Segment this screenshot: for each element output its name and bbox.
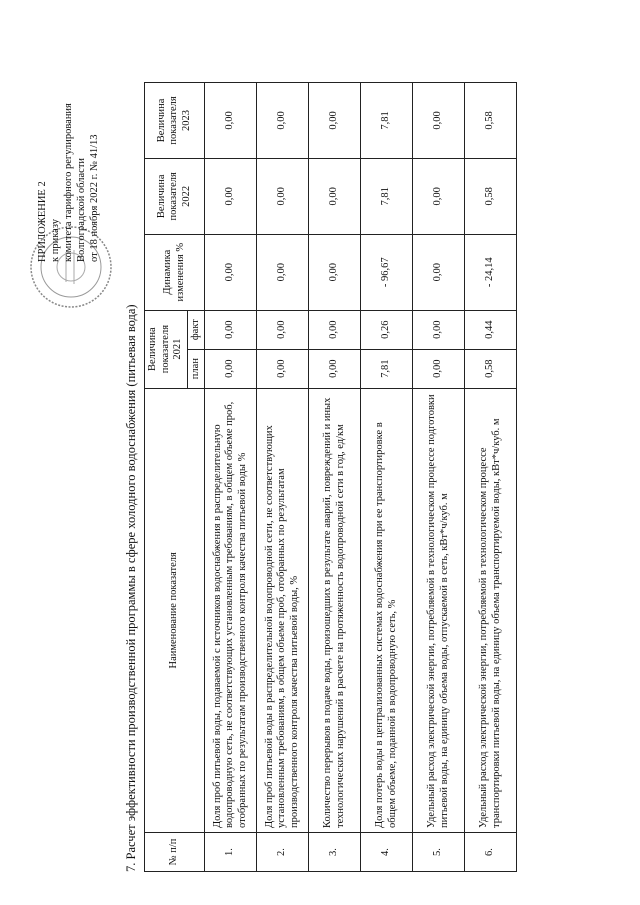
row-plan: 0,00: [257, 349, 309, 388]
row-fact: 0,00: [205, 310, 257, 349]
row-val2023: 0,00: [205, 83, 257, 159]
table-row: [309, 83, 361, 872]
row-val2022: 0,00: [257, 158, 309, 234]
row-dynamics: 0,00: [413, 234, 465, 310]
row-val2023: 0,58: [465, 83, 517, 159]
row-fact: 0,44: [465, 310, 517, 349]
row-name: Доля проб питьевой воды, подаваемой с источников водоснабжения в распределительную водопроводную сеть, не соответствующих установленным требованиям, в общем объеме проб, отобранных по результатам производственного контроля качества питьевой воды %: [205, 388, 257, 832]
row-plan: 0,00: [205, 349, 257, 388]
header-region: Волгоградской области: [76, 157, 87, 262]
table-row: [205, 83, 257, 872]
row-num: 2.: [257, 832, 309, 871]
header-num: № п/п: [145, 832, 205, 871]
row-num: 5.: [413, 832, 465, 871]
row-num: 3.: [309, 832, 361, 871]
row-val2022: 7,81: [361, 158, 413, 234]
section-title: 7. Расчет эффективности производственной программы в сфере холодного водоснабжения (питьевая вода): [124, 304, 138, 872]
header-dynamics: Динамика изменения %: [145, 234, 205, 310]
row-dynamics: 0,00: [309, 234, 361, 310]
row-val2022: 0,00: [413, 158, 465, 234]
row-dynamics: - 96,67: [361, 234, 413, 310]
row-name: Удельный расход электрической энергии, потребляемой в технологическом процессе подготовки питьевой воды, на единицу объема воды, отпускаемой в сеть, кВт*ч/куб. м: [413, 388, 465, 832]
row-fact: 0,26: [361, 310, 413, 349]
efficiency-table: [144, 82, 517, 872]
row-num: 4.: [361, 832, 413, 871]
row-val2023: 0,00: [309, 83, 361, 159]
row-val2023: 0,00: [413, 83, 465, 159]
table-row: [257, 83, 309, 872]
header-fact: факт: [187, 310, 205, 349]
table-row: [361, 83, 413, 872]
row-num: 1.: [205, 832, 257, 871]
header-date-number: от 18 ноября 2022 г. № 41/13: [89, 134, 100, 262]
row-fact: 0,00: [413, 310, 465, 349]
header-committee: комитета тарифного регулирования: [63, 103, 74, 262]
header-val2022: Величина показателя 2022: [145, 158, 205, 234]
row-plan: 0,00: [413, 349, 465, 388]
row-fact: 0,00: [257, 310, 309, 349]
row-plan: 0,58: [465, 349, 517, 388]
row-val2023: 0,00: [257, 83, 309, 159]
table-row: [465, 83, 517, 872]
row-name: Доля проб питьевой воды в распределительной водопроводной сети, не соответствующих установленным требованиям, в общем объеме проб, отобранных по результатам производственного контроля качества питьевой воды, %: [257, 388, 309, 832]
row-val2022: 0,00: [205, 158, 257, 234]
row-dynamics: - 24,14: [465, 234, 517, 310]
row-name: Количество перерывов в подаче воды, произошедших в результате аварий, повреждений и иных технологических нарушений в расчете на протяженность водопроводной сети в год, ед/км: [309, 388, 361, 832]
row-dynamics: 0,00: [205, 234, 257, 310]
header-val2023: Величина показателя 2023: [145, 83, 205, 159]
row-plan: 0,00: [309, 349, 361, 388]
row-plan: 7,81: [361, 349, 413, 388]
row-name: Доля потерь воды в централизованных системах водоснабжения при ее транспортировке в общем объеме, поданной в водопроводную сеть, %: [361, 388, 413, 832]
header-to-order: к приказу: [50, 219, 61, 262]
header-name: Наименование показателя: [145, 388, 205, 832]
row-val2022: 0,00: [309, 158, 361, 234]
header-plan: план: [187, 349, 205, 388]
row-dynamics: 0,00: [257, 234, 309, 310]
row-val2023: 7,81: [361, 83, 413, 159]
row-name: Удельный расход электрической энергии, потребляемой в технологическом процессе транспортировки питьевой воды, на единицу объема транспортируемой воды, кВт*ч/куб. м: [465, 388, 517, 832]
row-num: 6.: [465, 832, 517, 871]
document-header: [36, 32, 101, 262]
table-row: [413, 83, 465, 872]
rotated-page: [20, 32, 620, 872]
row-val2022: 0,58: [465, 158, 517, 234]
header-appendix: ПРИЛОЖЕНИЕ 2: [37, 181, 48, 262]
row-fact: 0,00: [309, 310, 361, 349]
header-val2021: Величина показателя 2021: [145, 310, 188, 388]
